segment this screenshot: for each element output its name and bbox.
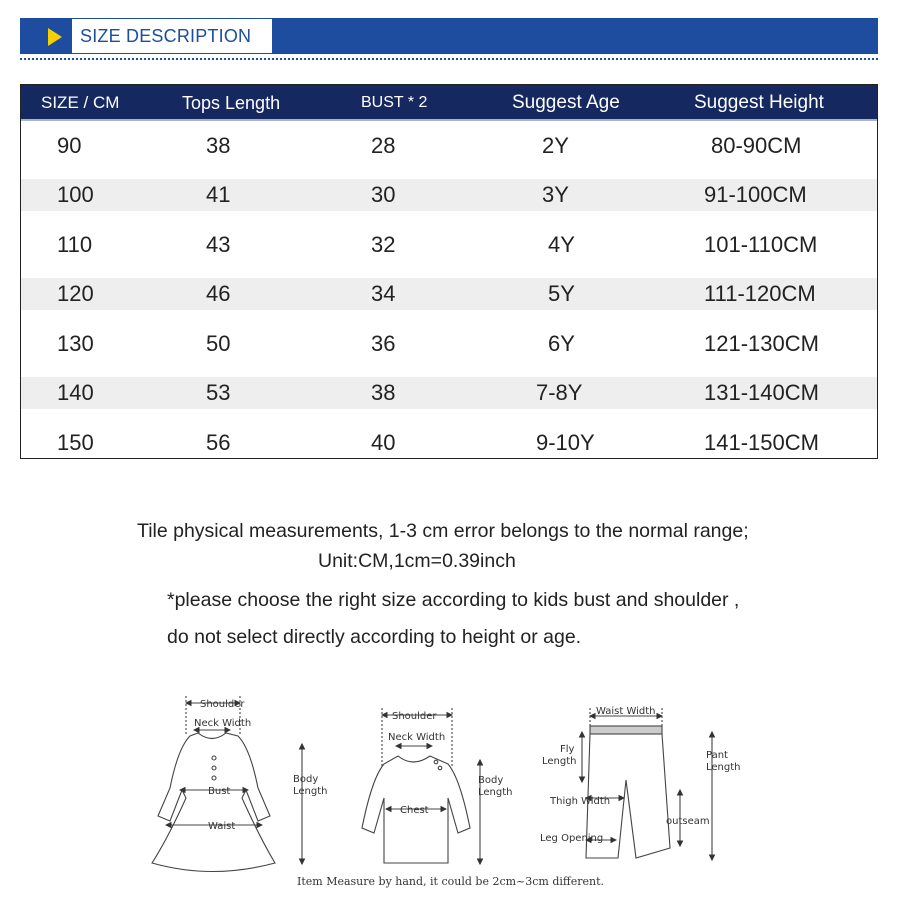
- column-header-size: SIZE / CM: [41, 93, 120, 112]
- cell-age: 4Y: [548, 232, 575, 257]
- cell-age: 2Y: [542, 133, 569, 158]
- cell-height: 91-100CM: [704, 182, 807, 207]
- pants-outseam-label: outseam: [666, 816, 710, 827]
- table-row: [21, 328, 877, 360]
- note-line-2: Unit:CM,1cm=0.39inch: [318, 550, 516, 572]
- column-header-suggest-height: Suggest Height: [694, 92, 824, 113]
- cell-height: 131-140CM: [704, 380, 819, 405]
- pants-pant-length-label: Length: [706, 762, 741, 773]
- pants-waist-label: Waist Width: [596, 706, 656, 717]
- cell-age: 5Y: [548, 281, 575, 306]
- cell-size: 90: [57, 133, 82, 158]
- cell-age: 9-10Y: [536, 430, 595, 455]
- cell-length: 50: [206, 331, 231, 356]
- cell-length: 53: [206, 380, 231, 405]
- top-chest-label: Chest: [400, 805, 429, 816]
- cell-length: 41: [206, 182, 231, 207]
- section-title: SIZE DESCRIPTION: [72, 18, 272, 54]
- column-header-suggest-age: Suggest Age: [512, 92, 620, 113]
- cell-length: 38: [206, 133, 231, 158]
- cell-bust: 38: [371, 380, 396, 405]
- table-header-row: [21, 85, 877, 121]
- size-table: [20, 84, 878, 459]
- dotted-divider: [20, 58, 878, 60]
- pants-pant-label: Pant: [706, 750, 728, 761]
- note-line-3: *please choose the right size according to kids bust and shoulder ,: [167, 589, 740, 611]
- cell-height: 101-110CM: [704, 232, 818, 257]
- cell-bust: 28: [371, 133, 396, 158]
- dress-shoulder-label: Shoulder: [200, 699, 245, 710]
- cell-bust: 32: [371, 232, 396, 257]
- header-bar: [272, 18, 878, 54]
- table-row: [21, 179, 877, 211]
- top-body-label: Body: [478, 775, 504, 786]
- cell-length: 56: [206, 430, 231, 455]
- section-header: [20, 18, 878, 54]
- cell-age: 6Y: [548, 331, 575, 356]
- cell-bust: 30: [371, 182, 396, 207]
- cell-age: 7-8Y: [536, 380, 583, 405]
- pants-thigh-label: Thigh Width: [550, 796, 611, 807]
- top-length-label: Length: [478, 787, 513, 798]
- cell-bust: 40: [371, 430, 396, 455]
- note-line-4: do not select directly according to height or age.: [167, 626, 582, 648]
- cell-bust: 34: [371, 281, 396, 306]
- cell-bust: 36: [371, 331, 396, 356]
- table-row: [21, 130, 877, 162]
- dress-neck-label: Neck Width: [194, 718, 252, 729]
- dress-bust-label: Bust: [208, 786, 231, 797]
- play-triangle-icon: [20, 18, 72, 54]
- table-row: [21, 427, 877, 459]
- cell-length: 46: [206, 281, 231, 306]
- cell-size: 130: [57, 331, 94, 356]
- cell-size: 100: [57, 182, 94, 207]
- top-neck-label: Neck Width: [388, 732, 446, 743]
- pants-fly-label: Fly: [560, 744, 575, 755]
- note-line-1: Tile physical measurements, 1-3 cm error belongs to the normal range;: [137, 520, 749, 542]
- measurement-diagrams: [130, 688, 770, 888]
- cell-height: 121-130CM: [704, 331, 819, 356]
- cell-size: 110: [57, 232, 93, 257]
- dress-body-label: Body: [293, 774, 319, 785]
- cell-age: 3Y: [542, 182, 569, 207]
- table-row: [21, 377, 877, 409]
- top-shoulder-label: Shoulder: [392, 711, 437, 722]
- dress-length-label: Length: [293, 786, 328, 797]
- dress-waist-label: Waist: [208, 821, 236, 832]
- cell-length: 43: [206, 232, 231, 257]
- cell-height: 80-90CM: [711, 133, 802, 158]
- header-icon-box: [20, 18, 72, 54]
- cell-height: 141-150CM: [704, 430, 819, 455]
- table-row: [21, 229, 877, 261]
- cell-size: 140: [57, 380, 94, 405]
- table-row: [21, 278, 877, 310]
- diagram-footnote: Item Measure by hand, it could be 2cm~3cm different.: [297, 875, 604, 888]
- pants-fly-length-label: Length: [542, 756, 577, 767]
- column-header-bust: BUST * 2: [361, 94, 428, 111]
- cell-size: 120: [57, 281, 94, 306]
- pants-leg-label: Leg Opening: [540, 833, 604, 844]
- cell-height: 111-120CM: [704, 281, 816, 306]
- column-header-tops-length: Tops Length: [182, 93, 281, 113]
- cell-size: 150: [57, 430, 94, 455]
